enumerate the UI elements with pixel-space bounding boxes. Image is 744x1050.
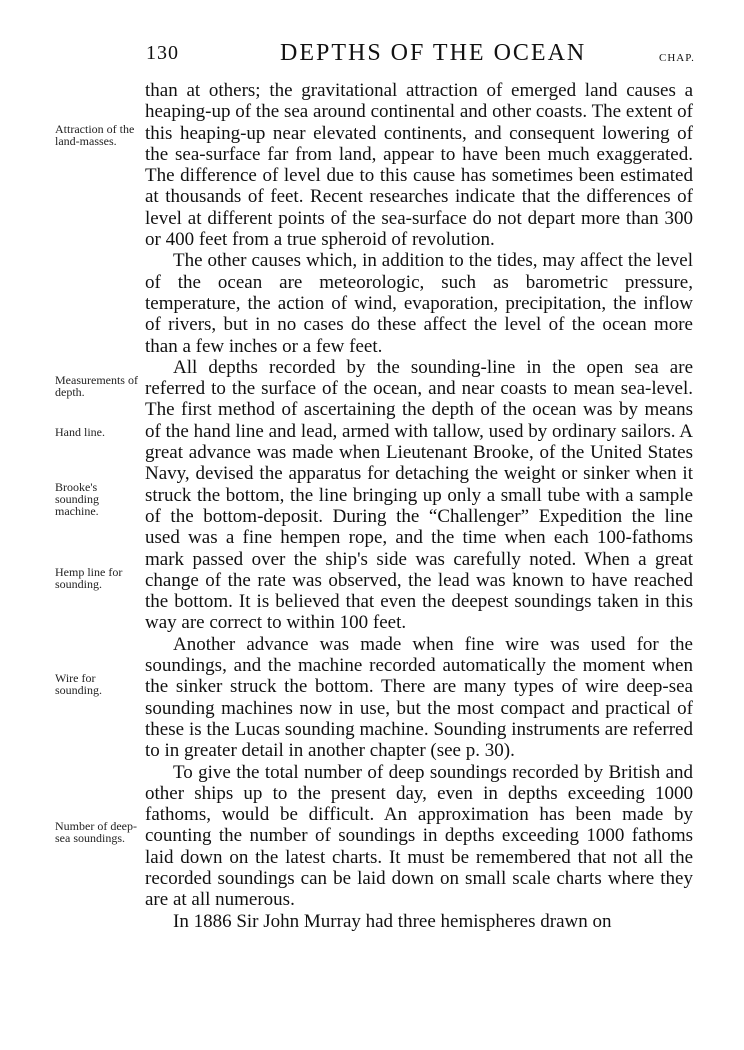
margin-note-hand-line: Hand line. [55,425,105,439]
paragraph: than at others; the gravitational attraction of emerged land causes a heaping-up of the sea around continental and other coasts. The extent of this heaping-up near elevated continents, and consequent lowering of the sea-surface far from land, appear to have been much exaggerated. The difference of level due to this cause has sometimes been estimated at thousands of feet. Recent researches indicate that the differences of level at different points of the sea-surface do not depart more than 300 or 400 feet from a true spheroid of revolution. [145,80,693,251]
page-number: 130 [146,42,179,64]
paragraph: To give the total number of deep soundings recorded by British and other ships up to the present day, even in depths exceeding 1000 fathoms, would be difficult. An approximation has been made by counting the number of soundings in depths exceeding 1000 fathoms laid down on the latest charts. It must be remembered that not all the recorded soundings can be laid down on small scale charts where they are at all numerous. [145,761,693,911]
margin-note-wire: Wire for sounding. [55,671,103,697]
paragraph: In 1886 Sir John Murray had three hemispheres drawn on [173,910,612,932]
running-title: DEPTHS OF THE OCEAN [280,40,587,66]
margin-note-hemp-line: Hemp line for sounding. [55,565,123,591]
margin-note-measurements: Measurements of depth. [55,373,138,399]
paragraph: Another advance was made when fine wire was used for the soundings, and the machine recorded automatically the moment when the sinker struck the bottom. There are many types of wire deep-sea sounding machines now in use, but the most compact and practical of these is the Lucas sounding machine. Sounding instruments are referred to in greater detail in another chapter (see p. 30). [145,633,693,762]
margin-note-brookes-machine: Brooke's sounding machine. [55,480,100,518]
paragraph: The other causes which, in addition to the tides, may affect the level of the ocean are meteorologic, such as barometric pressure, temperature, the action of wind, evaporation, precipitation, the inflow of rivers, but in no cases do these affect the level of the ocean more than a few inches or a few feet. [145,250,693,357]
body-text [145,80,693,932]
paragraph: All depths recorded by the sounding-line in the open sea are referred to the surface of the ocean, and near coasts to mean sea-level. The first method of ascertaining the depth of the ocean was by means of the hand line and lead, armed with tallow, used by ordinary sailors. A great advance was made when Lieutenant Brooke, of the United States Navy, devised the apparatus for detaching the weight or sinker when it struck the bottom, the line bringing up only a small tube with a sample of the bottom-deposit. During the “Challenger” Expedition the line used was a fine hempen rope, and the time when each 100-fathoms mark passed over the ship's side was carefully noted. When a great change of the rate was observed, the lead was known to have reached the bottom. It is believed that even the deepest soundings taken in this way are correct to within 100 feet. [145,356,693,634]
margin-note-number-soundings: Number of deep-sea soundings. [55,819,137,845]
margin-note-attraction: Attraction of the land-masses. [55,122,135,148]
chapter-label: CHAP. [659,52,695,64]
